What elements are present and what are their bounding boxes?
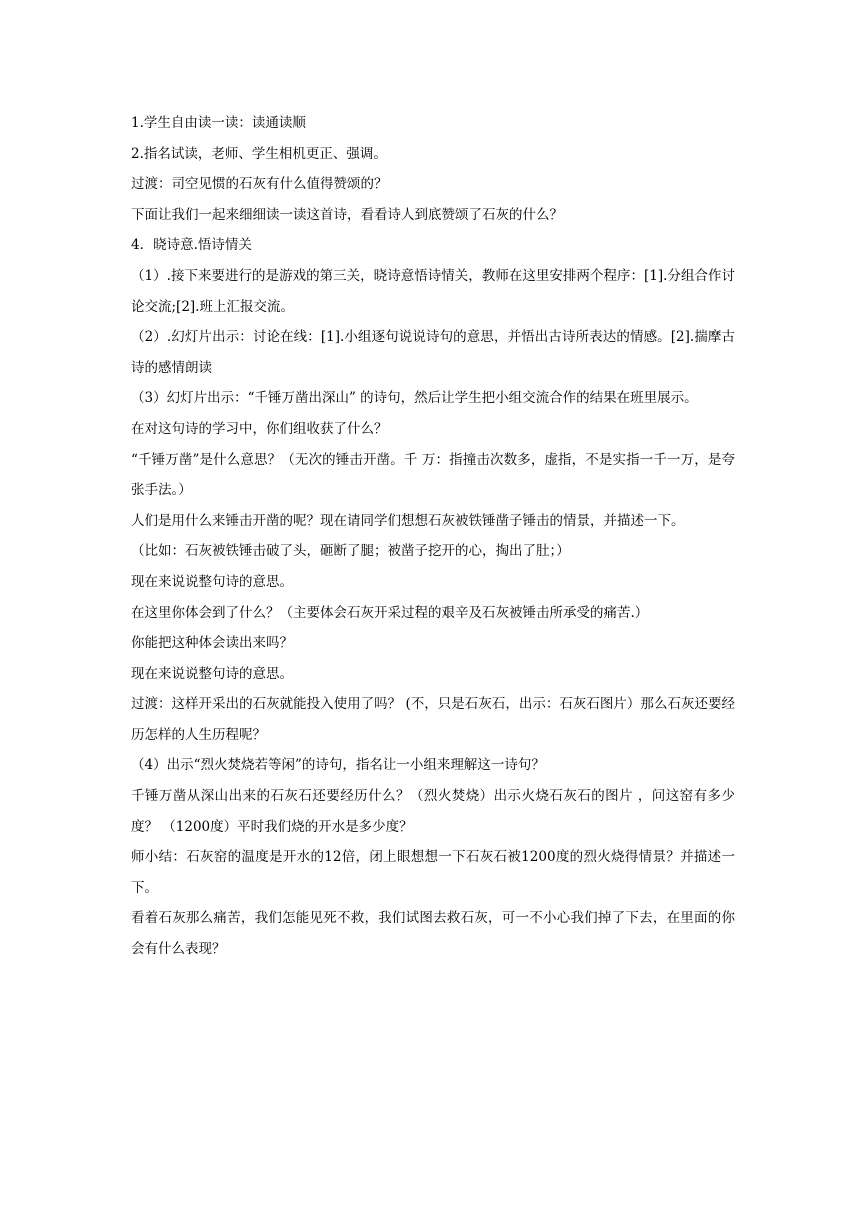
paragraph-15: 你能把这种体会读出来吗？	[131, 635, 293, 652]
paragraph-13: 现在来说说整句诗的意思。	[131, 573, 293, 590]
paragraph-4: 下面让我们一起来细细读一读这首诗，看看诗人到底赞颂了石灰的什么？	[131, 206, 563, 223]
paragraph-17: 过渡：这样开采出的石灰就能投入使用了吗？ (不，只是石灰石，出示：石灰石图片）那么石灰还要经历怎样的人生历程呢？	[131, 696, 735, 743]
paragraph-2: 2.指名试读，老师、学生相机更正、强调。	[131, 145, 387, 162]
paragraph-9: 在对这句诗的学习中，你们组收获了什么？	[131, 420, 388, 437]
paragraph-3: 过渡：司空见惯的石灰有什么值得赞颂的？	[131, 176, 388, 193]
paragraph-1: 1.学生自由读一读：读通读顺	[131, 115, 306, 131]
document-body	[131, 108, 735, 965]
paragraph-18: （4）出示“烈火焚烧若等闲”的诗句，指名让一小组来理解这一诗句？	[131, 757, 545, 774]
paragraph-7: （2）.幻灯片出示：讨论在线：[1].小组逐句说说诗句的意思，并悟出古诗所表达的情感。[2].揣摩古诗的感情朗读	[131, 329, 735, 376]
paragraph-11: 人们是用什么来锤击开凿的呢？现在请同学们想想石灰被铁锤凿子锤击的情景，并描述一下。	[131, 512, 685, 529]
paragraph-8: （3）幻灯片出示：“千锤万凿出深山” 的诗句，然后让学生把小组交流合作的结果在班里展示。	[131, 390, 698, 407]
paragraph-16: 现在来说说整句诗的意思。	[131, 665, 293, 682]
paragraph-6: （1）.接下来要进行的是游戏的第三关，晓诗意悟诗情关，教师在这里安排两个程序：[1].分组合作讨论交流;[2].班上汇报交流。	[131, 267, 735, 315]
paragraph-12: （比如：石灰被铁锤击破了头，砸断了腿；被凿子挖开的心，掏出了肚；）	[131, 543, 570, 560]
paragraph-19: 千锤万凿从深山出来的石灰石还要经历什么？（烈火焚烧）出示火烧石灰石的图片 ，问这窑有多少度？ （1200度）平时我们烧的开水是多少度？	[131, 788, 735, 835]
paragraph-21: 看着石灰那么痛苦，我们怎能见死不救，我们试图去救石灰，可一不小心我们掉了下去，在里面的你会有什么表现？	[131, 910, 735, 958]
paragraph-14: 在这里你体会到了什么？（主要体会石灰开采过程的艰辛及石灰被锤击所承受的痛苦.）	[131, 604, 649, 621]
section-heading: 4．晓诗意.悟诗情关	[131, 237, 252, 254]
paragraph-10: “千锤万凿”是什么意思？（无次的锤击开凿。千 万：指撞击次数多，虚指，不是实指一千一万，是夸张手法。）	[131, 451, 735, 499]
paragraph-20: 师小结：石灰窑的温度是开水的12倍，闭上眼想想一下石灰石被1200度的烈火烧得情景？并描述一下。	[131, 849, 735, 896]
